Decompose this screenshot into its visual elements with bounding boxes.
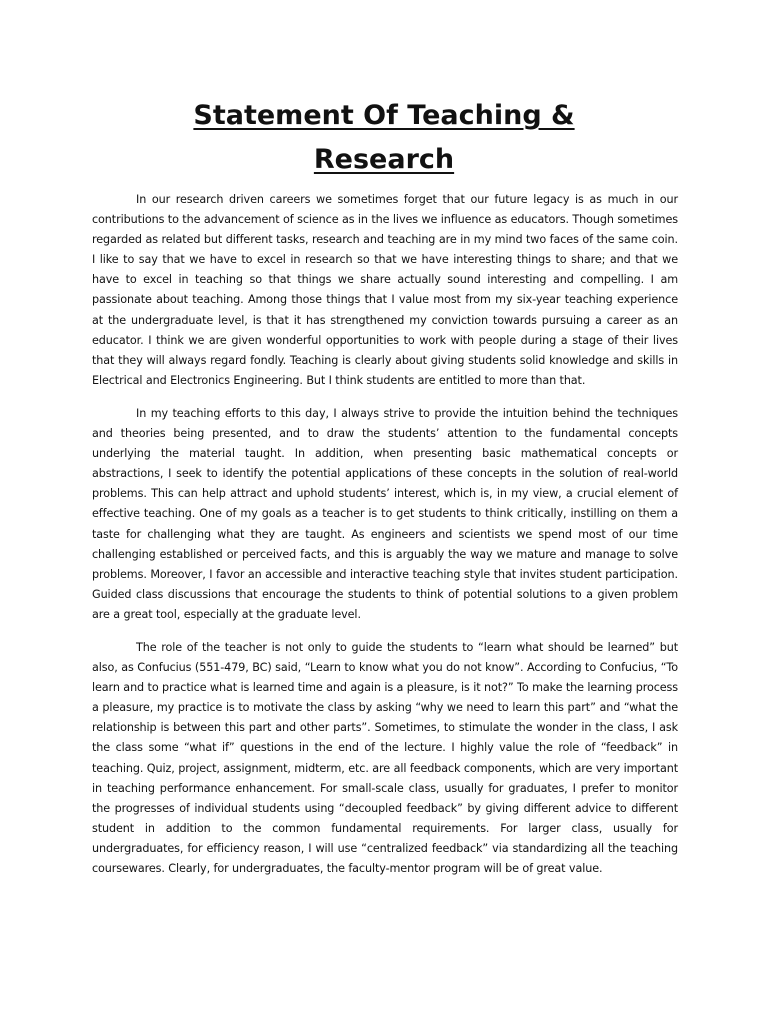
document-body — [92, 190, 678, 892]
paragraph-3: The role of the teacher is not only to guide the students to “learn what should be learned” but also, as Confucius (551-479, BC) said, “Learn to know what you do not know”. According to Confucius, “To learn and to practice what is learned time and again is a pleasure, is it not?” To make the learning process a pleasure, my practice is to motivate the class by asking “why we need to learn this part” and “what the relationship is between this part and other parts”. Sometimes, to stimulate the wonder in the class, I ask the class some “what if” questions in the end of the lecture. I highly value the role of “feedback” in teaching. Quiz, project, assignment, midterm, etc. are all feedback components, which are very important in teaching performance enhancement. For small-scale class, usually for graduates, I prefer to monitor the progresses of individual students using “decoupled feedback” by giving different advice to different student in addition to the common fundamental requirements. For larger class, usually for undergraduates, for efficiency reason, I will use “centralized feedback” via standardizing all the teaching coursewares. Clearly, for undergraduates, the faculty-mentor program will be of great value. — [92, 640, 678, 875]
page-title — [0, 94, 768, 182]
title-line-2: Research — [313, 144, 455, 175]
paragraph-2: In my teaching efforts to this day, I always strive to provide the intuition behind the techniques and theories being presented, and to draw the students’ attention to the fundamental concepts underlying the material taught. In addition, when presenting basic mathematical concepts or abstractions, I seek to identify the potential applications of these concepts in the solution of real-world problems. This can help attract and uphold students’ interest, which is, in my view, a crucial element of effective teaching. One of my goals as a teacher is to get students to think critically, instilling on them a taste for challenging what they are taught. As engineers and scientists we spend most of our time challenging established or perceived facts, and this is arguably the way we mature and manage to solve problems. Moreover, I favor an accessible and interactive teaching style that invites student participation. Guided class discussions that encourage the students to think of potential solutions to a given problem are a great tool, especially at the graduate level. — [92, 406, 678, 621]
title-line-1: Statement Of Teaching & — [193, 100, 575, 131]
paragraph-1: In our research driven careers we sometimes forget that our future legacy is as much in our contributions to the advancement of science as in the lives we influence as educators. Though sometimes regarded as related but different tasks, research and teaching are in my mind two faces of the same coin. I like to say that we have to excel in research so that we have interesting things to share; and that we have to excel in teaching so that things we share actually sound interesting and compelling. I am passionate about teaching. Among those things that I value most from my six-year teaching experience at the undergraduate level, is that it has strengthened my conviction towards pursuing a career as an educator. I think we are given wonderful opportunities to work with people during a stage of their lives that they will always regard fondly. Teaching is clearly about giving students solid knowledge and skills in Electrical and Electronics Engineering. But I think students are entitled to more than that. — [92, 193, 678, 387]
